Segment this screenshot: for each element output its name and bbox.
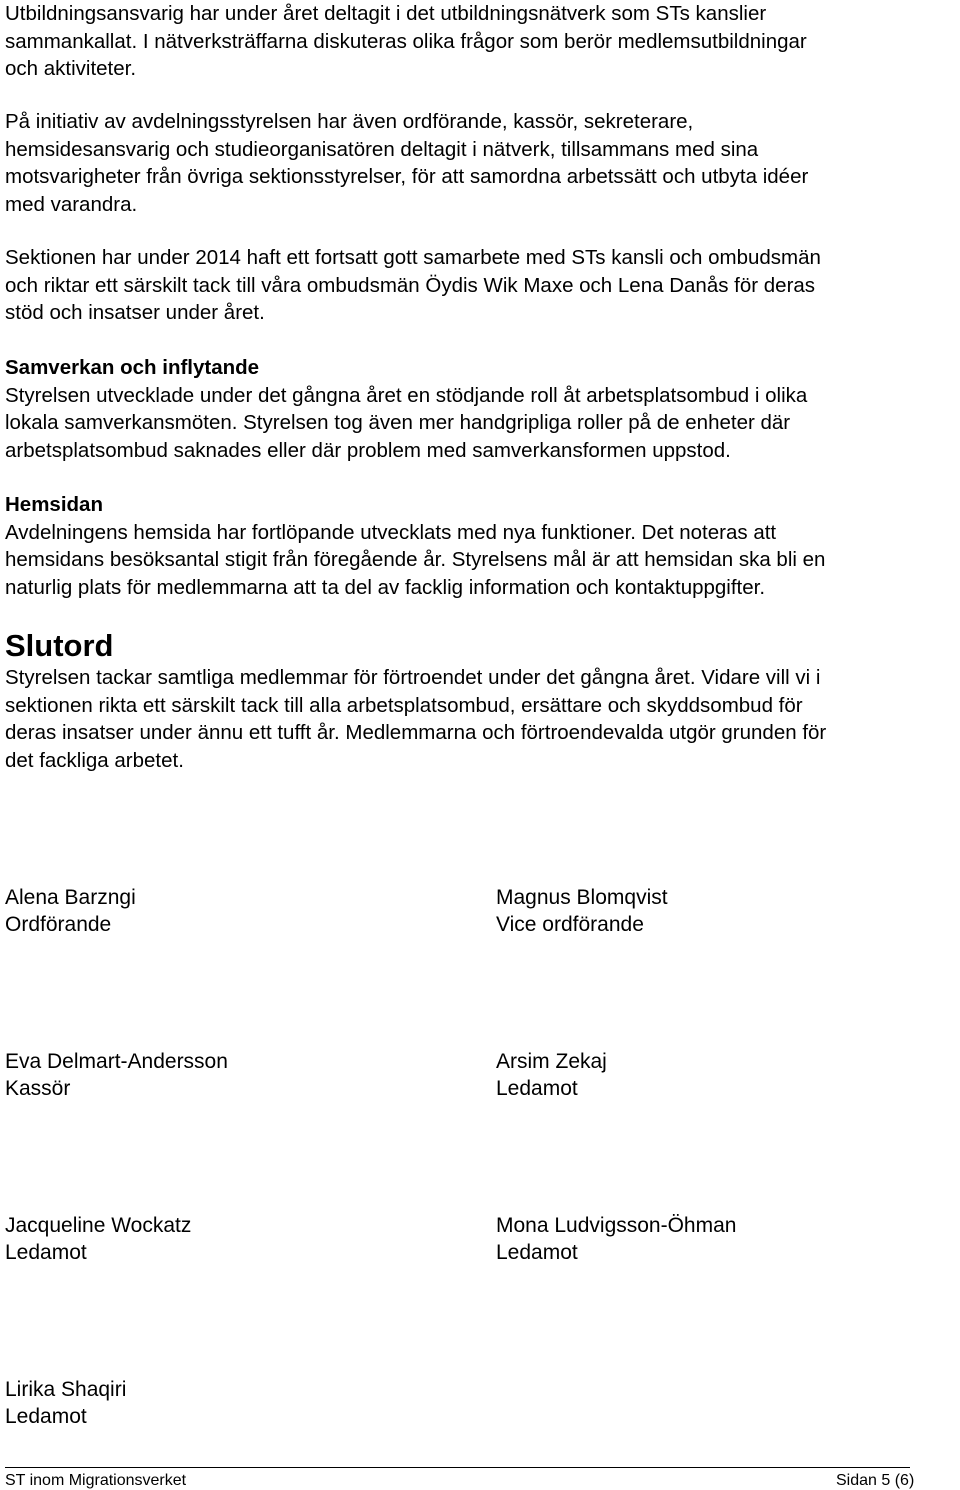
paragraph-samarbete [5,244,821,327]
text-line: naturlig plats för medlemmarna att ta del av facklig information och kontaktuppgifter. [5,575,766,599]
text-line: Styrelsen tackar samtliga medlemmar för förtroendet under det gångna året. Vidare vill vi i [5,666,821,689]
signature-block [5,884,136,938]
text-line: På initiativ av avdelningsstyrelsen har även ordförande, kassör, sekreterare, [5,110,694,133]
signature-name: Jacqueline Wockatz [5,1214,192,1237]
text-line: lokala samverkansmöten. Styrelsen tog även mer handgripliga roller på de enheter där [5,411,791,434]
signature-block [496,1048,607,1102]
footer-organization: ST inom Migrationsverket [5,1472,187,1489]
section-slutord [5,628,826,774]
signature-block [5,1212,191,1266]
section-heading: Hemsidan [5,493,103,516]
paragraph-utbildning [5,0,807,83]
text-line: stöd och insatser under året. [5,301,265,324]
signature-role: Ordförande [5,913,112,936]
signature-role: Ledamot [496,1241,578,1264]
section-heading: Samverkan och inflytande [5,356,260,379]
signature-block [496,1212,736,1266]
section-heading: Slutord [5,628,114,663]
footer-page-number: Sidan 5 (6) [836,1472,915,1489]
text-line: det fackliga arbetet. [5,748,184,772]
text-line: och riktar ett särskilt tack till våra ombudsmän Öydis Wik Maxe och Lena Danås för deras [5,273,816,297]
signature-name: Alena Barzngi [5,886,136,909]
signature-role: Kassör [5,1077,71,1100]
text-line: och aktiviteter. [5,57,137,80]
section-samverkan [5,354,807,464]
signature-role: Ledamot [5,1405,87,1428]
signature-role: Vice ordförande [496,913,644,936]
text-line: motsvarigheter från övriga sektionsstyrelser, för att samordna arbetssätt och utbyta idéer [5,165,809,188]
text-line: hemsidesansvarig och studieorganisatören deltagit i nätverk, tillsammans med sina [5,137,759,161]
text-line: sammankallat. I nätverksträffarna diskuteras olika frågor som berör medlemsutbildningar [5,29,807,53]
signature-name: Magnus Blomqvist [496,886,668,909]
text-line: Sektionen har under 2014 haft ett fortsatt gott samarbete med STs kansli och ombudsmän [5,246,821,269]
signature-name: Mona Ludvigsson-Öhman [496,1214,737,1237]
text-line: deras insatser under ännu ett tufft år. Medlemmarna och förtroendevalda utgör grunden för [5,721,827,744]
text-line: Utbildningsansvarig har under året deltagit i det utbildningsnätverk som STs kanslier [5,2,767,25]
text-line: hemsidans besöksantal stigit från föregående år. Styrelsens mål är att hemsidan ska bli en [5,548,826,571]
section-hemsidan [5,491,825,601]
text-line: sektionen rikta ett särskilt tack till alla arbetsplatsombud, ersättare och skyddsombud för [5,693,803,717]
signature-role: Ledamot [496,1077,578,1100]
text-line: Styrelsen utvecklade under det gångna året en stödjande roll åt arbetsplatsombud i olika [5,383,808,407]
text-line: arbetsplatsombud saknades eller där problem med samverkansformen uppstod. [5,438,731,462]
signature-name: Eva Delmart-Andersson [5,1050,228,1073]
signature-name: Arsim Zekaj [496,1050,607,1073]
paragraph-natverk [5,108,808,218]
signature-name: Lirika Shaqiri [5,1378,127,1401]
signature-block [5,1376,126,1430]
footer-divider [5,1467,910,1468]
signature-block [496,884,668,938]
text-line: med varandra. [5,192,138,216]
signature-block [5,1048,228,1102]
signature-role: Ledamot [5,1241,87,1264]
text-line: Avdelningens hemsida har fortlöpande utvecklats med nya funktioner. Det noteras att [5,520,777,544]
